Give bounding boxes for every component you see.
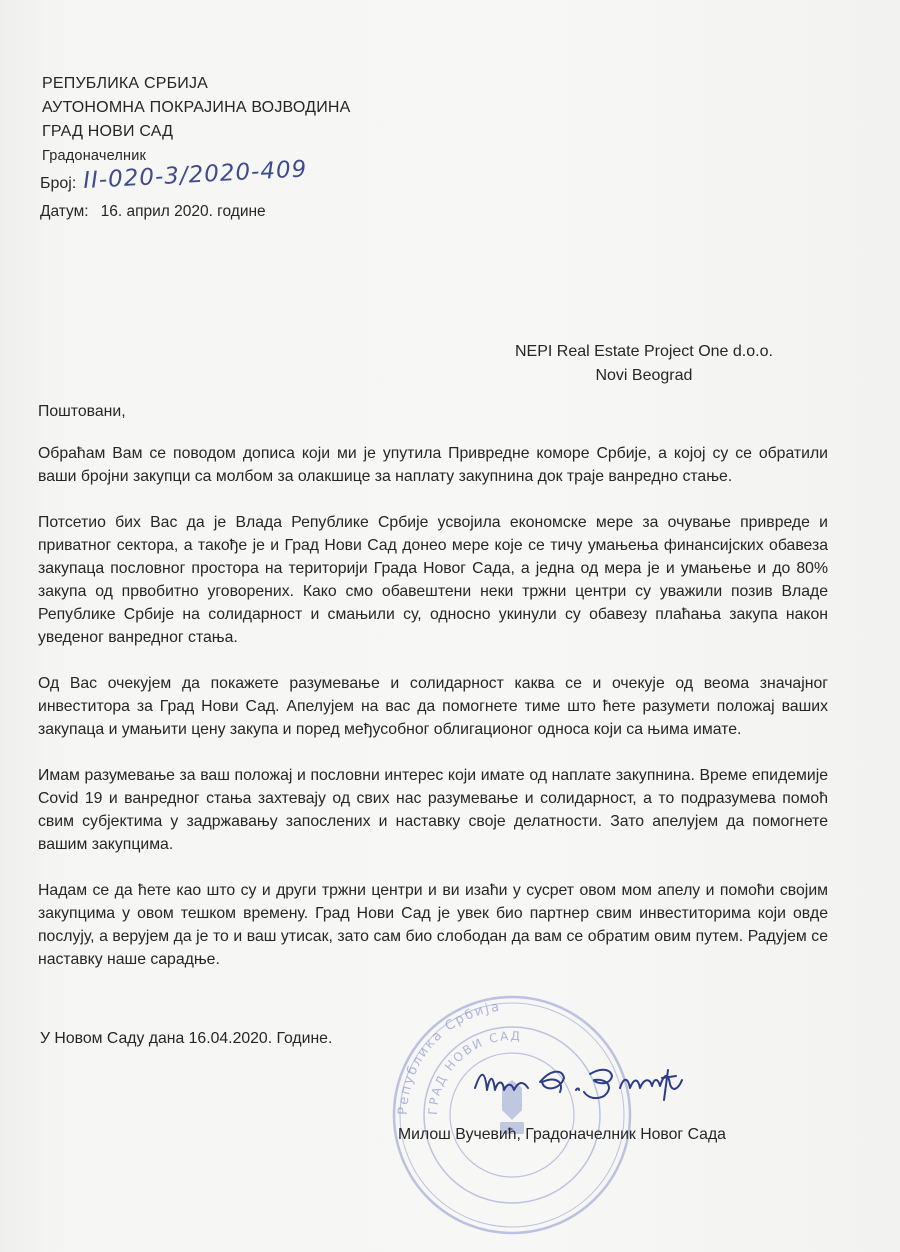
stamp-outer-text: Република Србија [395, 999, 503, 1116]
closing-line: У Новом Саду дана 16.04.2020. Године. [40, 1030, 333, 1047]
official-stamp [362, 990, 662, 1240]
letterhead-city: ГРАД НОВИ САД [42, 123, 174, 140]
reference-number-value: II-020-3/2020-409 [82, 156, 309, 194]
reference-date-value: 16. април 2020. године [100, 203, 266, 220]
handwritten-signature [470, 1060, 710, 1110]
recipient-company: NEPI Real Estate Project One d.o.o. [515, 343, 773, 360]
salutation: Поштовани, [38, 403, 126, 420]
letterhead-province: АУТОНОМНА ПОКРАЈИНА ВОЈВОДИНА [42, 99, 351, 116]
paragraph: Обраћам Вам се поводом дописа који ми је упутила Привредне коморе Србије, а којој су се обратили ваши бројни закупци са молбом за олакшице за наплату закупнина док траје ванредно стање. [38, 445, 828, 485]
letterhead [42, 72, 351, 168]
recipient-city: Novi Beograd [595, 367, 693, 384]
signatory-name: Милош Вучевић, Градоначелник Новог Сада [398, 1126, 726, 1143]
letterhead-office: Градоначелник [42, 148, 147, 164]
letterhead-republic: РЕПУБЛИКА СРБИЈА [42, 75, 209, 92]
paragraph: Надам се да ћете као што су и други тржни центри и ви изаћи у сусрет овом мом апелу и помоћи својим закупцима у овом тешком времену. Град Нови Сад је увек био партнер свим инвеститорима који овде послују, а верујем да је то и ваш утисак, зато сам био слободан да вам се обратим овим путем. Радујем се наставку наше сарадње. [38, 882, 828, 968]
paragraph: Потсетио бих Вас да је Влада Републике Србије усвојила економске мере за очување привреде и приватног сектора, а такође је и Град Нови Сад донео мере које се тичу умањења финансијских обавеза закупаца пословног простора на територији Града Новог Сада, а једна од мера је и умањење и до 80% закупа од првобитно уговорених. Како смо обавештени неки тржни центри су уважили позив Владе Републике Србије на солидарност и смањили су, односно укинули су обавезу плаћања закупа након уведеног ванредног стања. [38, 514, 828, 646]
reference-number-label: Број: [40, 175, 77, 192]
paragraph: Од Вас очекујем да покажете разумевање и солидарност каква се и очекује од веома значајног инвеститора за Град Нови Сад. Апелујем на вас да помогнете тиме што ћете разумети положај ваших закупаца и умањити цену закупа и поред међусобног облигационог односа који са њима имате. [38, 675, 828, 738]
stamp-inner-text: ГРАД НОВИ САД [425, 1028, 523, 1116]
letter-body [38, 400, 828, 994]
reference-date [40, 203, 266, 221]
reference-date-label: Датум: [40, 203, 89, 220]
recipient-block [515, 340, 773, 388]
paragraph: Имам разумевање за ваш положај и пословни интерес који имате од наплате закупнина. Време епидемије Covid 19 и ванредног стања захтевају од свих нас разумевање и солидарност, а то подразумева помоћ свим субјектима у задржавању запослених и наставку своје делатности. Зато апелујем да помогнете вашим закупцима. [38, 767, 828, 853]
